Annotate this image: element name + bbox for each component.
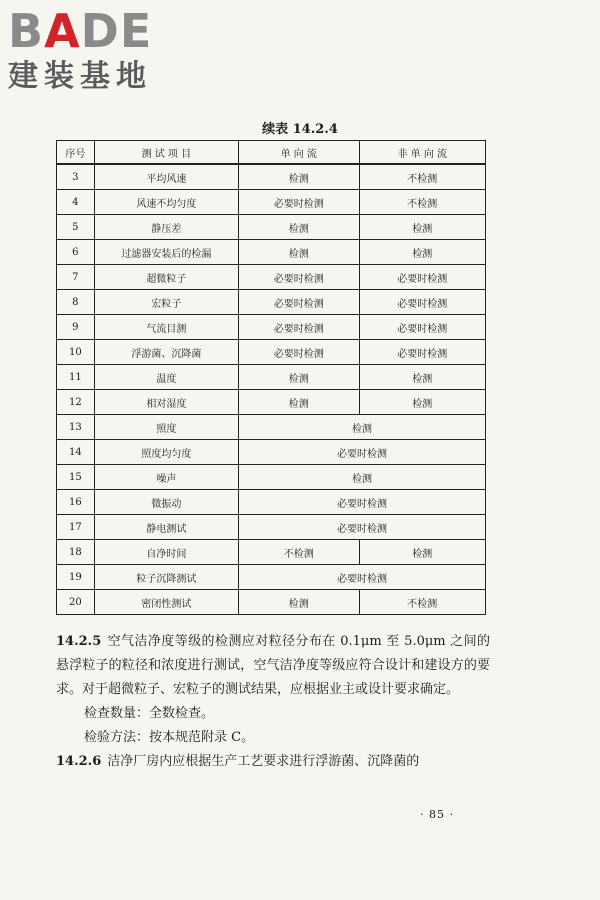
table-row	[57, 265, 486, 290]
cell-item: 静电测试	[94, 515, 238, 540]
cell-non-unidirectional: 不检测	[359, 590, 485, 615]
cell-unidirectional: 检测	[239, 164, 360, 190]
logo-tagline: 建装基地	[8, 59, 152, 94]
table-row	[57, 465, 486, 490]
cell-both: 必要时检测	[239, 490, 486, 515]
cell-no: 5	[57, 215, 95, 240]
table-row	[57, 440, 486, 465]
table-row	[57, 315, 486, 340]
clause-number: 14.2.5	[56, 634, 102, 649]
cell-item: 微振动	[94, 490, 238, 515]
cell-item: 照度均匀度	[94, 440, 238, 465]
table-row	[57, 490, 486, 515]
table-row	[57, 164, 486, 190]
cell-no: 3	[57, 164, 95, 190]
cell-no: 15	[57, 465, 95, 490]
cell-item: 浮游菌、沉降菌	[94, 340, 238, 365]
cell-both: 必要时检测	[239, 565, 486, 590]
header-non-unidirectional: 非 单 向 流	[359, 141, 485, 165]
cell-item: 密闭性测试	[94, 590, 238, 615]
cell-unidirectional: 检测	[239, 240, 360, 265]
table-row	[57, 565, 486, 590]
cell-unidirectional: 必要时检测	[239, 340, 360, 365]
cell-unidirectional: 必要时检测	[239, 290, 360, 315]
cell-non-unidirectional: 检测	[359, 215, 485, 240]
cell-non-unidirectional: 检测	[359, 365, 485, 390]
cell-both: 检测	[239, 415, 486, 440]
cell-item: 超微粒子	[94, 265, 238, 290]
cell-item: 平均风速	[94, 164, 238, 190]
header-no: 序号	[57, 141, 95, 165]
cell-no: 20	[57, 590, 95, 615]
table-row	[57, 190, 486, 215]
table-row	[57, 290, 486, 315]
cell-non-unidirectional: 必要时检测	[359, 340, 485, 365]
body-text	[56, 630, 490, 774]
cell-unidirectional: 检测	[239, 365, 360, 390]
logo-wordmark: BADE	[8, 4, 153, 58]
cell-no: 10	[57, 340, 95, 365]
cell-non-unidirectional: 不检测	[359, 164, 485, 190]
cell-both: 必要时检测	[239, 515, 486, 540]
cell-unidirectional: 检测	[239, 390, 360, 415]
cell-unidirectional: 检测	[239, 215, 360, 240]
cell-unidirectional: 必要时检测	[239, 190, 360, 215]
cell-non-unidirectional: 检测	[359, 390, 485, 415]
cell-item: 粒子沉降测试	[94, 565, 238, 590]
cell-no: 4	[57, 190, 95, 215]
cell-no: 9	[57, 315, 95, 340]
brand-logo	[8, 4, 208, 94]
table-title: 续表 14.2.4	[262, 122, 338, 137]
cell-item: 静压差	[94, 215, 238, 240]
cell-unidirectional: 必要时检测	[239, 265, 360, 290]
header-item: 测 试 项 目	[94, 141, 238, 165]
cell-item: 风速不均匀度	[94, 190, 238, 215]
cell-item: 宏粒子	[94, 290, 238, 315]
cell-item: 相对湿度	[94, 390, 238, 415]
cell-item: 照度	[94, 415, 238, 440]
header-unidirectional: 单 向 流	[239, 141, 360, 165]
test-items-table	[56, 140, 486, 615]
clause-number: 14.2.6	[56, 754, 102, 769]
clause-text: 洁净厂房内应根据生产工艺要求进行浮游菌、沉降菌的	[107, 754, 420, 769]
cell-non-unidirectional: 不检测	[359, 190, 485, 215]
cell-no: 6	[57, 240, 95, 265]
cell-unidirectional: 必要时检测	[239, 315, 360, 340]
table-header-row	[57, 141, 486, 165]
cell-non-unidirectional: 检测	[359, 540, 485, 565]
cell-no: 13	[57, 415, 95, 440]
cell-item: 温度	[94, 365, 238, 390]
cell-item: 自净时间	[94, 540, 238, 565]
cell-item: 噪声	[94, 465, 238, 490]
cell-unidirectional: 不检测	[239, 540, 360, 565]
cell-non-unidirectional: 必要时检测	[359, 315, 485, 340]
cell-both: 检测	[239, 465, 486, 490]
cell-no: 18	[57, 540, 95, 565]
table-body	[57, 164, 486, 615]
cell-non-unidirectional: 检测	[359, 240, 485, 265]
cell-no: 19	[57, 565, 95, 590]
table-row	[57, 390, 486, 415]
check-method: 检验方法：按本规范附录 C。	[84, 730, 255, 745]
paragraph-14-2-6	[56, 750, 490, 774]
table-row	[57, 540, 486, 565]
cell-no: 11	[57, 365, 95, 390]
cell-non-unidirectional: 必要时检测	[359, 290, 485, 315]
check-quantity: 检查数量：全数检查。	[84, 706, 215, 721]
cell-no: 7	[57, 265, 95, 290]
table-row	[57, 215, 486, 240]
table-row	[57, 365, 486, 390]
cell-item: 过滤器安装后的检漏	[94, 240, 238, 265]
table-row	[57, 515, 486, 540]
cell-item: 气流目测	[94, 315, 238, 340]
table-row	[57, 415, 486, 440]
page-number: · 85 ·	[420, 808, 454, 821]
cell-non-unidirectional: 必要时检测	[359, 265, 485, 290]
table-row	[57, 590, 486, 615]
cell-no: 8	[57, 290, 95, 315]
cell-no: 12	[57, 390, 95, 415]
table-row	[57, 340, 486, 365]
clause-text: 空气洁净度等级的检测应对粒径分布在 0.1μm 至 5.0μm 之间的悬浮粒子的粒径和浓度进行测试，空气洁净度等级应符合设计和建设方的要求。对于超微粒子、宏粒子的测试结果，应根据业主或设计要求确定。	[56, 634, 490, 697]
cell-both: 必要时检测	[239, 440, 486, 465]
paragraph-14-2-5	[56, 630, 490, 702]
table-row	[57, 240, 486, 265]
cell-no: 17	[57, 515, 95, 540]
cell-no: 14	[57, 440, 95, 465]
cell-no: 16	[57, 490, 95, 515]
cell-unidirectional: 检测	[239, 590, 360, 615]
